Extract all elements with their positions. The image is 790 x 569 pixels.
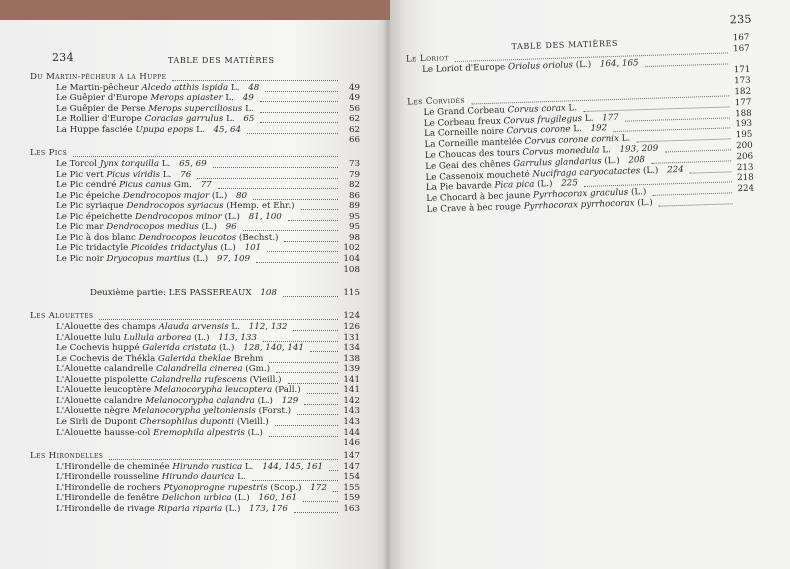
dot-leader	[269, 360, 338, 363]
page-ref-number: 182	[734, 86, 752, 98]
scientific-name: Corvus corone	[506, 124, 571, 137]
plate-references: 192	[587, 123, 608, 135]
entry-title: Le Cochevis de Thékla	[56, 353, 159, 364]
entry-title: Le Pic tridactyle	[56, 243, 132, 254]
dot-leader	[218, 186, 338, 189]
scientific-name: Delichon urbica	[161, 493, 232, 504]
scientific-name: Corvus frugilegus	[503, 113, 583, 127]
author-name: (L.)	[198, 222, 217, 233]
toc-entry	[56, 462, 323, 473]
entry-title: L'Alouette hausse-col	[56, 427, 154, 438]
page-ref-number: 147	[343, 451, 360, 462]
toc-section	[30, 148, 67, 159]
right-page	[390, 0, 790, 569]
toc-entry	[56, 125, 241, 136]
plate-references: 101	[241, 243, 262, 254]
plate-references: 144, 145, 161	[259, 461, 324, 472]
entry-title: Les Alouettes	[30, 311, 94, 322]
scientific-name: Dendrocopos minor	[135, 211, 222, 222]
author-name: (Gm.)	[242, 364, 271, 375]
plate-references: 208	[625, 154, 646, 166]
scientific-name: Melanocorypha leucoptera	[153, 385, 273, 396]
page-ref-number: 154	[343, 472, 360, 483]
entry-title: Le Pic noir	[56, 253, 107, 264]
toc-entry	[56, 406, 291, 417]
page-ref-number: 95	[348, 211, 360, 222]
dot-leader	[243, 228, 338, 231]
page-ref-number: 108	[343, 264, 360, 275]
author-name: (Scop.)	[267, 482, 302, 493]
entry-title: Le Cassenoix moucheté	[425, 169, 533, 183]
entry-title: L'Hirondelle rousseline	[56, 472, 162, 483]
author-name: (Vieill.)	[234, 416, 269, 427]
toc-entry	[56, 472, 246, 483]
entry-title: Le Pic épeichette	[56, 211, 136, 222]
dot-leader	[252, 478, 338, 481]
toc-entry	[56, 93, 254, 104]
page-ref-number: 213	[736, 162, 754, 173]
toc-entry	[56, 428, 263, 439]
author-name: (L.)	[190, 253, 209, 264]
author-name: (L.)	[191, 332, 210, 343]
scientific-name: Oriolus oriolus	[507, 59, 574, 72]
author-name: (L.)	[254, 395, 273, 406]
dot-leader	[659, 201, 733, 206]
toc-entry	[56, 222, 237, 233]
entry-title: La Pie bavarde	[425, 181, 495, 194]
page-ref-number: 102	[343, 243, 360, 254]
author-name: (Bechst.)	[236, 232, 279, 243]
author-name: (L.)	[634, 197, 653, 209]
entry-title: L'Hirondelle de rochers	[56, 482, 164, 493]
scientific-name: Alcedo atthis ispida	[141, 82, 229, 93]
author-name: L.	[234, 472, 246, 483]
page-ref-number: 218	[737, 173, 754, 184]
author-name: L.	[159, 159, 171, 170]
plate-references: 225	[558, 178, 578, 190]
page-ref-number: 62	[348, 124, 360, 135]
page-ref-number: 195	[735, 129, 753, 141]
entry-title: Le Corbeau freux	[423, 116, 504, 129]
entry-title: L'Alouette calandre	[56, 395, 146, 406]
dot-leader	[269, 434, 338, 437]
author-name: (L.)	[534, 179, 553, 190]
page-ref-number: 155	[343, 482, 360, 493]
page-ref-number: 188	[734, 108, 752, 119]
plate-references: 164, 165	[596, 57, 639, 70]
entry-title: Le Guêpier d'Europe	[56, 93, 151, 104]
page-ref-number: 143	[343, 406, 360, 417]
entry-title: Le Loriot d'Europe	[422, 61, 509, 75]
scientific-name: Corvus corone cornix	[524, 134, 620, 148]
author-name: L.	[242, 103, 254, 114]
page-ref-number: 163	[343, 504, 360, 515]
plate-references: 49	[239, 93, 254, 104]
page-ref-number: 49	[348, 93, 360, 104]
scientific-name: Corvus corax	[507, 103, 566, 116]
toc-entry	[56, 322, 287, 333]
scientific-name: Coracias garrulus	[144, 114, 224, 125]
author-name: L.	[599, 145, 611, 156]
scientific-name: Dendrocopos major	[122, 190, 210, 201]
author-name: L.	[160, 169, 172, 180]
author-name: (Forst.)	[255, 406, 292, 417]
page-ref-number: 173	[733, 75, 751, 87]
toc-section	[30, 451, 103, 462]
dot-leader	[653, 191, 733, 196]
dot-leader	[109, 457, 338, 460]
entry-title: Le Pic épeiche	[56, 190, 123, 201]
author-name: L.	[618, 133, 631, 145]
entry-title: Le Torcol	[56, 159, 100, 170]
entry-title: L'Alouette des champs	[56, 322, 159, 333]
page-number-right: 235	[729, 12, 752, 27]
page-ref-number: 138	[343, 353, 360, 364]
author-name: (L.)	[572, 59, 592, 70]
entry-title: L'Hirondelle de cheminée	[56, 461, 173, 472]
entry-title: Le Pic à dos blanc	[56, 232, 139, 243]
scientific-name: Hirundo rustica	[172, 461, 243, 472]
scientific-name: Jynx torquilla	[99, 159, 160, 170]
scientific-name: Calandrella rufescens	[150, 374, 247, 385]
entry-title: Les Corvidés	[407, 95, 466, 108]
entry-title: La Corneille noire	[424, 126, 507, 140]
toc-entry	[56, 170, 191, 181]
entry-title: L'Alouette lulu	[56, 332, 124, 343]
author-name: Brehm	[231, 353, 264, 364]
entry-title: Le Guêpier de Perse	[56, 103, 149, 114]
plate-references: 128, 140, 141	[240, 343, 304, 354]
plate-references: 80	[233, 190, 248, 201]
author-name: L.	[228, 322, 240, 333]
entry-title: Le Sirli de Dupont	[56, 416, 140, 427]
scientific-name: Picus canus	[119, 180, 172, 191]
author-name: L.	[242, 461, 254, 472]
scientific-name: Galerida theklae	[158, 353, 232, 364]
entry-title: Le Loriot	[405, 52, 450, 65]
page-ref-number: 159	[343, 493, 360, 504]
author-name: (L.)	[231, 493, 250, 504]
dot-leader	[276, 370, 338, 373]
entry-title: Le Cochevis huppé	[56, 343, 143, 354]
entry-title: Les Pics	[30, 148, 68, 159]
plate-references: 177	[599, 112, 619, 124]
entry-title: Le Choucas des tours	[424, 147, 523, 161]
dot-leader	[172, 78, 338, 81]
toc-entry	[56, 343, 304, 354]
dot-leader	[645, 61, 728, 67]
page-number-left: 234	[52, 51, 74, 64]
toc-entry	[56, 504, 288, 515]
entry-title: La Huppe fasciée	[56, 124, 136, 135]
toc-section	[30, 72, 166, 83]
scientific-name: Dendrocopos medius	[106, 222, 199, 233]
page-ref-number: 167	[732, 32, 750, 44]
entry-title: Le Pic cendré	[56, 180, 120, 191]
page-ref-number: 98	[348, 232, 360, 243]
page-ref-number: 131	[343, 332, 360, 343]
scientific-name: Alauda arvensis	[158, 322, 229, 333]
author-name: (L.)	[217, 243, 236, 254]
author-name: L.	[570, 124, 582, 135]
entry-title: L'Hirondelle de rivage	[56, 504, 158, 515]
author-name: (Hemp. et Ehr.)	[223, 201, 295, 212]
toc-entry	[56, 114, 254, 125]
page-ref-number: 144	[343, 427, 360, 438]
entry-title: Le Rollier d'Europe	[56, 114, 145, 125]
entry-title: Le Pic syriaque	[56, 201, 127, 212]
author-name: Gm.	[171, 180, 192, 191]
dot-leader	[583, 104, 729, 112]
page-ref-number: 62	[348, 114, 360, 125]
entry-title: Deuxième partie: LES PASSEREAUX	[90, 287, 252, 298]
scientific-name: Merops apiaster	[150, 93, 223, 104]
page-ref-number: 224	[737, 183, 755, 195]
toc-entry	[56, 104, 254, 115]
dot-leader	[275, 423, 338, 426]
toc-entry	[56, 333, 257, 344]
author-name: L.	[223, 114, 235, 125]
author-name: (L.)	[640, 165, 659, 176]
dot-leader	[471, 93, 729, 104]
scientific-name: Ptyonoprogne rupestris	[163, 482, 268, 493]
plate-references: 193, 209	[616, 143, 659, 155]
dot-leader	[253, 197, 338, 200]
dot-leader	[263, 339, 338, 342]
plate-references: 81, 100	[245, 211, 282, 222]
page-ref-number: 73	[348, 159, 360, 170]
entry-title: L'Alouette nègre	[56, 406, 133, 417]
page-ref-number: 206	[736, 151, 754, 162]
scientific-name: Pyrrhocorax pyrrhocorax	[523, 198, 635, 212]
scientific-name: Lullula arborea	[123, 332, 192, 343]
dot-leader	[247, 131, 338, 134]
author-name: (L.)	[216, 343, 235, 354]
entry-title: Le Pic mar	[56, 222, 107, 233]
toc-entry	[56, 83, 259, 94]
scientific-name: Calandrella cinerea	[155, 364, 243, 375]
entry-title: L'Hirondelle de fenêtre	[56, 493, 162, 504]
dot-leader	[636, 137, 730, 143]
plate-references: 76	[177, 169, 192, 180]
page-ref-number: 141	[343, 374, 360, 385]
dot-leader	[625, 115, 730, 121]
toc-entry	[56, 254, 250, 265]
scientific-name: Dendrocopos leucotos	[138, 232, 237, 243]
scientific-name: Pyrrhocorax graculus	[532, 187, 629, 201]
page-ref-number: 56	[348, 103, 360, 114]
toc-entry	[56, 364, 270, 375]
toc-part	[90, 288, 277, 299]
page-ref-number: 143	[343, 416, 360, 427]
plate-references: 108	[257, 287, 277, 298]
dot-leader	[613, 126, 730, 133]
entry-title: Le Pic vert	[56, 169, 107, 180]
dot-leader	[267, 249, 338, 252]
entry-title: L'Alouette leucoptère	[56, 385, 154, 396]
author-name: (Pall.)	[272, 385, 301, 396]
page-ref-number: 167	[732, 43, 750, 55]
scientific-name: Melanocorypha yeltoniensis	[132, 406, 256, 417]
page-ref-number: 86	[348, 190, 360, 201]
dot-leader	[73, 154, 338, 157]
plate-references: 65, 69	[176, 159, 207, 170]
author-name: (L.)	[628, 187, 647, 198]
page-ref-number: 139	[343, 364, 360, 375]
plate-references: 45, 64	[210, 124, 242, 135]
author-name: L.	[222, 93, 234, 104]
page-ref-number: 95	[348, 222, 360, 233]
scientific-name: Merops superciliosus	[148, 103, 243, 114]
toc-entry	[56, 243, 261, 254]
page-ref-number: 66	[348, 135, 360, 146]
plate-references: 97, 109	[214, 253, 251, 264]
scientific-name: Eremophila alpestris	[153, 427, 245, 438]
entry-title: Le Chocard à bec jaune	[426, 190, 534, 205]
author-name: L.	[565, 102, 578, 114]
entry-title: Le Martin-pêcheur	[56, 82, 142, 93]
page-ref-number: 147	[343, 461, 360, 472]
plate-references: 77	[197, 180, 212, 191]
running-head-left: TABLE DES MATIÈRES	[168, 56, 275, 65]
page-ref-number: 141	[343, 385, 360, 396]
entry-title: Le Crave à bec rouge	[426, 201, 524, 215]
plate-references: 113, 133	[215, 332, 257, 343]
plate-references: 96	[222, 222, 237, 233]
dot-leader	[260, 110, 338, 113]
entry-title: Le Grand Corbeau	[423, 105, 508, 118]
toc-entry	[56, 493, 297, 504]
scientific-name: Pica pica	[494, 179, 535, 192]
author-name: L.	[228, 82, 240, 93]
scientific-name: Hirundo daurica	[161, 472, 235, 483]
author-name: (L.)	[244, 427, 263, 438]
dot-leader	[197, 176, 338, 179]
plate-references: 129	[278, 395, 299, 406]
toc-entry	[56, 159, 207, 170]
scientific-name: Picoides tridactylus	[131, 243, 218, 254]
scientific-name: Dendrocopos syriacus	[126, 201, 224, 212]
plate-references: 160, 161	[255, 493, 298, 504]
toc-entry	[56, 201, 295, 212]
page-ref-number: 200	[736, 140, 753, 152]
scientific-name: Galerida cristata	[142, 343, 217, 354]
author-name: (L.)	[222, 504, 241, 515]
page-ref-number: 146	[343, 438, 360, 449]
page-ref-number: 126	[343, 322, 360, 333]
entry-title: Du Martin-pêcheur à la Huppe	[30, 72, 167, 82]
author-name: (L.)	[209, 190, 228, 201]
scientific-name: Garrulus glandarius	[513, 156, 602, 170]
plate-references: 224	[664, 164, 684, 176]
entry-title: La Corneille mantelée	[424, 137, 525, 151]
page-ref-number: 89	[348, 201, 360, 212]
dot-leader	[99, 317, 338, 320]
page-ref-number: 124	[343, 311, 360, 322]
entry-title: Le Geai des chênes	[425, 159, 514, 172]
author-name: (L.)	[601, 155, 620, 167]
page-ref-number: 115	[343, 287, 360, 298]
plate-references: 112, 132	[245, 322, 288, 333]
plate-references: 65	[240, 114, 255, 125]
scientific-name: Chersophilus duponti	[139, 416, 235, 427]
page-ref-number: 104	[343, 253, 360, 264]
entry-title: L'Alouette pispolette	[56, 374, 151, 385]
scientific-name: Corvus monedula	[522, 145, 600, 158]
running-head-right: TABLE DES MATIÈRES	[511, 38, 619, 52]
entry-title: Les Hirondelles	[30, 451, 104, 462]
dot-leader	[651, 158, 731, 164]
scientific-name: Melanocorypha calandra	[145, 395, 255, 406]
plate-references: 172	[307, 482, 327, 493]
page-ref-number: 79	[348, 169, 360, 180]
left-page	[0, 20, 388, 569]
scientific-name: Dryocopus martius	[106, 253, 191, 264]
dot-leader	[260, 120, 338, 123]
page-ref-number: 193	[735, 119, 753, 130]
page-ref-number: 142	[343, 395, 360, 406]
scientific-name: Nucifraga caryocatactes	[532, 165, 641, 180]
plate-references: 173, 176	[246, 504, 288, 515]
dot-leader	[584, 180, 732, 188]
author-name: (L.)	[221, 211, 240, 222]
entry-title: L'Alouette calandrelle	[56, 364, 156, 375]
toc-entry	[56, 417, 269, 428]
toc-section	[30, 311, 93, 322]
dot-leader	[665, 147, 731, 152]
author-name: L.	[581, 113, 594, 124]
author-name: L.	[193, 124, 205, 135]
scientific-name: Upupa epops	[135, 124, 194, 135]
author-name: (Vieill.)	[246, 374, 282, 385]
toc-entry	[56, 385, 301, 396]
toc-entry	[56, 180, 212, 191]
page-ref-number: 177	[734, 97, 752, 109]
page-ref-number: 49	[348, 82, 360, 93]
scientific-name: Picus viridis	[106, 169, 161, 180]
dot-leader	[213, 165, 338, 168]
plate-references: 48	[245, 82, 260, 93]
dot-leader	[260, 99, 338, 102]
scientific-name: Riparia riparia	[157, 504, 223, 515]
page-ref-number: 134	[343, 343, 360, 354]
dot-leader	[256, 260, 338, 263]
dot-leader	[265, 89, 338, 92]
page-ref-number: 82	[348, 180, 360, 191]
page-ref-number: 171	[733, 65, 751, 76]
